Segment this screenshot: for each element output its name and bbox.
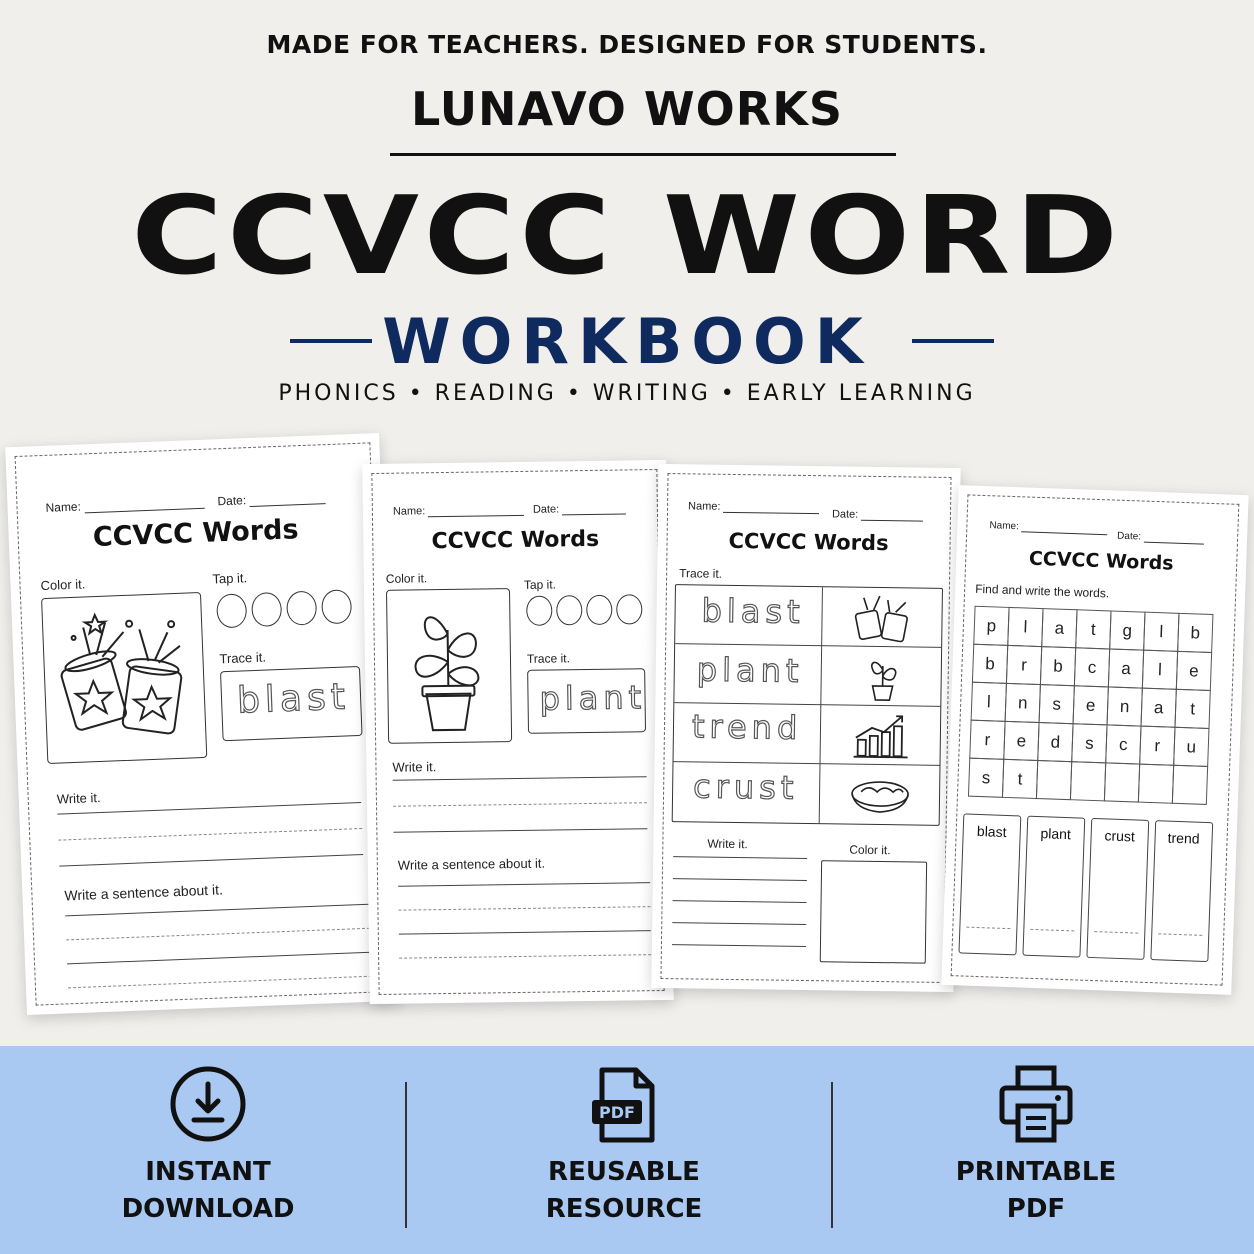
word-search-cell[interactable]: a (1108, 648, 1144, 688)
write-label: Write it. (392, 759, 437, 775)
sentence-label: Write a sentence about it. (64, 881, 224, 904)
sheet-title: CCVCC Words (1028, 547, 1174, 575)
word-search-cell[interactable]: l (1007, 607, 1043, 647)
table-row-divider (675, 643, 941, 648)
tap-label: Tap it. (523, 577, 557, 592)
word-search-cell[interactable]: d (1037, 722, 1073, 762)
tap-circle[interactable] (616, 594, 642, 624)
write-line (393, 776, 647, 781)
word-search-cell[interactable] (1138, 764, 1174, 804)
word-search-cell[interactable]: s (1071, 723, 1107, 763)
workbook-title: WORKBOOK (382, 305, 872, 378)
trace-word: crust (692, 767, 799, 807)
feature-divider (405, 1082, 407, 1228)
color-label: Color it. (385, 571, 428, 586)
download-icon (168, 1064, 248, 1144)
brand-divider (390, 153, 896, 156)
word-search-cell[interactable] (1172, 765, 1208, 805)
trace-word: blast (236, 676, 351, 722)
word-search-cell[interactable]: u (1173, 727, 1209, 767)
tagline: MADE FOR TEACHERS. DESIGNED FOR STUDENTS. (266, 30, 988, 59)
trace-word: trend (691, 707, 803, 747)
pdf-file-icon (584, 1064, 664, 1144)
word-search-cell[interactable] (1070, 761, 1106, 801)
word-box-label: plant (1040, 825, 1072, 843)
word-search-grid (968, 606, 1212, 804)
color-box (820, 860, 927, 963)
write-line (59, 854, 363, 867)
fireworks-icon (42, 593, 204, 761)
sentence-line (65, 904, 369, 917)
write-line (57, 802, 361, 815)
color-label: Color it. (40, 576, 86, 594)
trace-label: Trace it. (679, 566, 723, 581)
word-box (1022, 816, 1085, 958)
feature-label: REUSABLE RESOURCE (545, 1157, 703, 1224)
word-search-cell[interactable]: g (1109, 610, 1145, 650)
word-box-line (1030, 929, 1074, 932)
word-box-line (1094, 931, 1138, 934)
sentence-line (398, 882, 650, 887)
write-line (393, 828, 647, 833)
word-search-cell[interactable]: n (1005, 683, 1041, 723)
word-box-label: trend (1167, 829, 1200, 847)
tap-circle[interactable] (286, 591, 317, 626)
word-search-instruction: Find and write the words. (974, 581, 1110, 601)
word-search-cell[interactable]: l (1143, 612, 1179, 652)
word-search-cell[interactable]: e (1073, 685, 1109, 725)
write-line (672, 922, 806, 925)
word-search-cell[interactable]: c (1105, 724, 1141, 764)
tap-circle[interactable] (321, 589, 352, 624)
word-box (1086, 818, 1149, 960)
word-search-cell[interactable]: s (1039, 684, 1075, 724)
worksheet-3 (651, 464, 960, 992)
word-search-cell[interactable]: r (969, 720, 1005, 760)
trace-word: plant (696, 650, 804, 690)
sheet-title: CCVCC Words (431, 526, 600, 555)
word-search-cell[interactable]: e (1003, 721, 1039, 761)
word-box-line (966, 927, 1010, 930)
worksheet-1-border (15, 442, 392, 1005)
worksheet-2-border (371, 469, 664, 995)
worksheet-3-border (660, 473, 951, 983)
word-search-cell[interactable]: b (972, 644, 1008, 684)
word-search-cell[interactable]: p (973, 606, 1009, 646)
tap-circle[interactable] (216, 593, 247, 628)
trace-label: Trace it. (219, 649, 267, 667)
write-line (673, 900, 807, 903)
sentence-guide-line (66, 928, 370, 941)
word-box (958, 813, 1021, 955)
pie-icon (847, 774, 914, 819)
color-box (41, 592, 207, 764)
word-search-cell[interactable]: e (1176, 651, 1212, 691)
name-field: Name: (688, 500, 820, 514)
name-field: Name: (393, 504, 525, 518)
word-search-cell[interactable]: t (1075, 609, 1111, 649)
tap-circle[interactable] (586, 595, 612, 625)
workbook-right-rule (912, 339, 994, 343)
sentence-guide-line (398, 906, 650, 911)
color-label: Color it. (849, 842, 891, 858)
write-line (673, 856, 807, 859)
word-box-line (1158, 933, 1202, 936)
word-box (1150, 820, 1213, 962)
write-line (672, 944, 806, 947)
date-field: Date: (217, 490, 325, 508)
feature-instant-download (58, 1046, 358, 1254)
date-field: Date: (1117, 531, 1204, 545)
word-search-cell[interactable]: t (1002, 759, 1038, 799)
word-box-label: blast (976, 822, 1007, 840)
word-search-cell[interactable]: a (1140, 688, 1176, 728)
sentence-line (67, 952, 371, 965)
word-search-cell[interactable]: r (1006, 645, 1042, 685)
word-search-cell[interactable]: t (1174, 689, 1210, 729)
name-field: Name: (989, 520, 1108, 535)
write-label: Write it. (707, 836, 748, 852)
word-search-cell[interactable]: a (1041, 608, 1077, 648)
features-bar (0, 1046, 1254, 1254)
color-box (386, 588, 512, 744)
worksheet-2 (362, 460, 674, 1004)
word-search-cell[interactable]: l (1142, 650, 1178, 690)
printer-icon (996, 1064, 1076, 1144)
plant-icon (387, 589, 509, 741)
tap-label: Tap it. (212, 570, 248, 587)
brand-name: LUNAVO WORKS (411, 82, 843, 136)
sentence-label: Write a sentence about it. (397, 855, 546, 873)
subjects-line: PHONICS • READING • WRITING • EARLY LEARNING (278, 381, 976, 406)
sentence-guide-line (68, 976, 372, 989)
tap-circle[interactable] (251, 592, 282, 627)
feature-label: INSTANT DOWNLOAD (121, 1157, 295, 1224)
sentence-guide-line (399, 954, 651, 959)
trend-chart-icon (852, 712, 911, 761)
date-field: Date: (832, 508, 924, 521)
worksheet-1 (5, 433, 401, 1015)
write-guide-line (58, 828, 362, 841)
trace-label: Trace it. (526, 651, 570, 666)
workbook-row (0, 305, 1254, 378)
trace-table (672, 584, 943, 826)
word-search-cell[interactable]: l (971, 682, 1007, 722)
word-search-cell[interactable]: b (1177, 613, 1213, 653)
feature-divider (831, 1082, 833, 1228)
name-field: Name: (45, 495, 204, 515)
feature-printable-pdf (886, 1046, 1186, 1254)
worksheet-4 (941, 485, 1248, 995)
word-search-cell[interactable]: r (1139, 726, 1175, 766)
plant-icon (858, 652, 907, 703)
word-box-label: crust (1104, 827, 1136, 845)
main-title: CCVCC WORD (131, 174, 1123, 299)
tap-circle[interactable] (556, 595, 582, 625)
trace-word: blast (701, 591, 805, 631)
write-guide-line (393, 802, 647, 807)
sheet-title: CCVCC Words (92, 514, 300, 554)
word-search-cell[interactable] (1036, 760, 1072, 800)
worksheet-4-border (951, 494, 1240, 985)
date-field: Date: (533, 502, 627, 515)
word-search-cell[interactable]: s (968, 758, 1004, 798)
table-row-divider (674, 761, 940, 766)
write-line (673, 878, 807, 881)
table-row-divider (674, 702, 940, 707)
sentence-line (399, 930, 651, 935)
word-search-cell[interactable]: b (1040, 646, 1076, 686)
fireworks-icon (851, 594, 916, 643)
pdf-label: PDF (599, 1103, 635, 1122)
word-search-cell[interactable]: n (1107, 686, 1143, 726)
feature-reusable-resource (474, 1046, 774, 1254)
word-search-cell[interactable]: c (1074, 647, 1110, 687)
write-label: Write it. (56, 789, 101, 807)
sheet-title: CCVCC Words (728, 528, 889, 556)
tap-circle[interactable] (526, 596, 552, 626)
trace-word: plant (539, 678, 647, 718)
feature-label: PRINTABLE PDF (955, 1157, 1117, 1224)
word-search-cell[interactable] (1104, 762, 1140, 802)
